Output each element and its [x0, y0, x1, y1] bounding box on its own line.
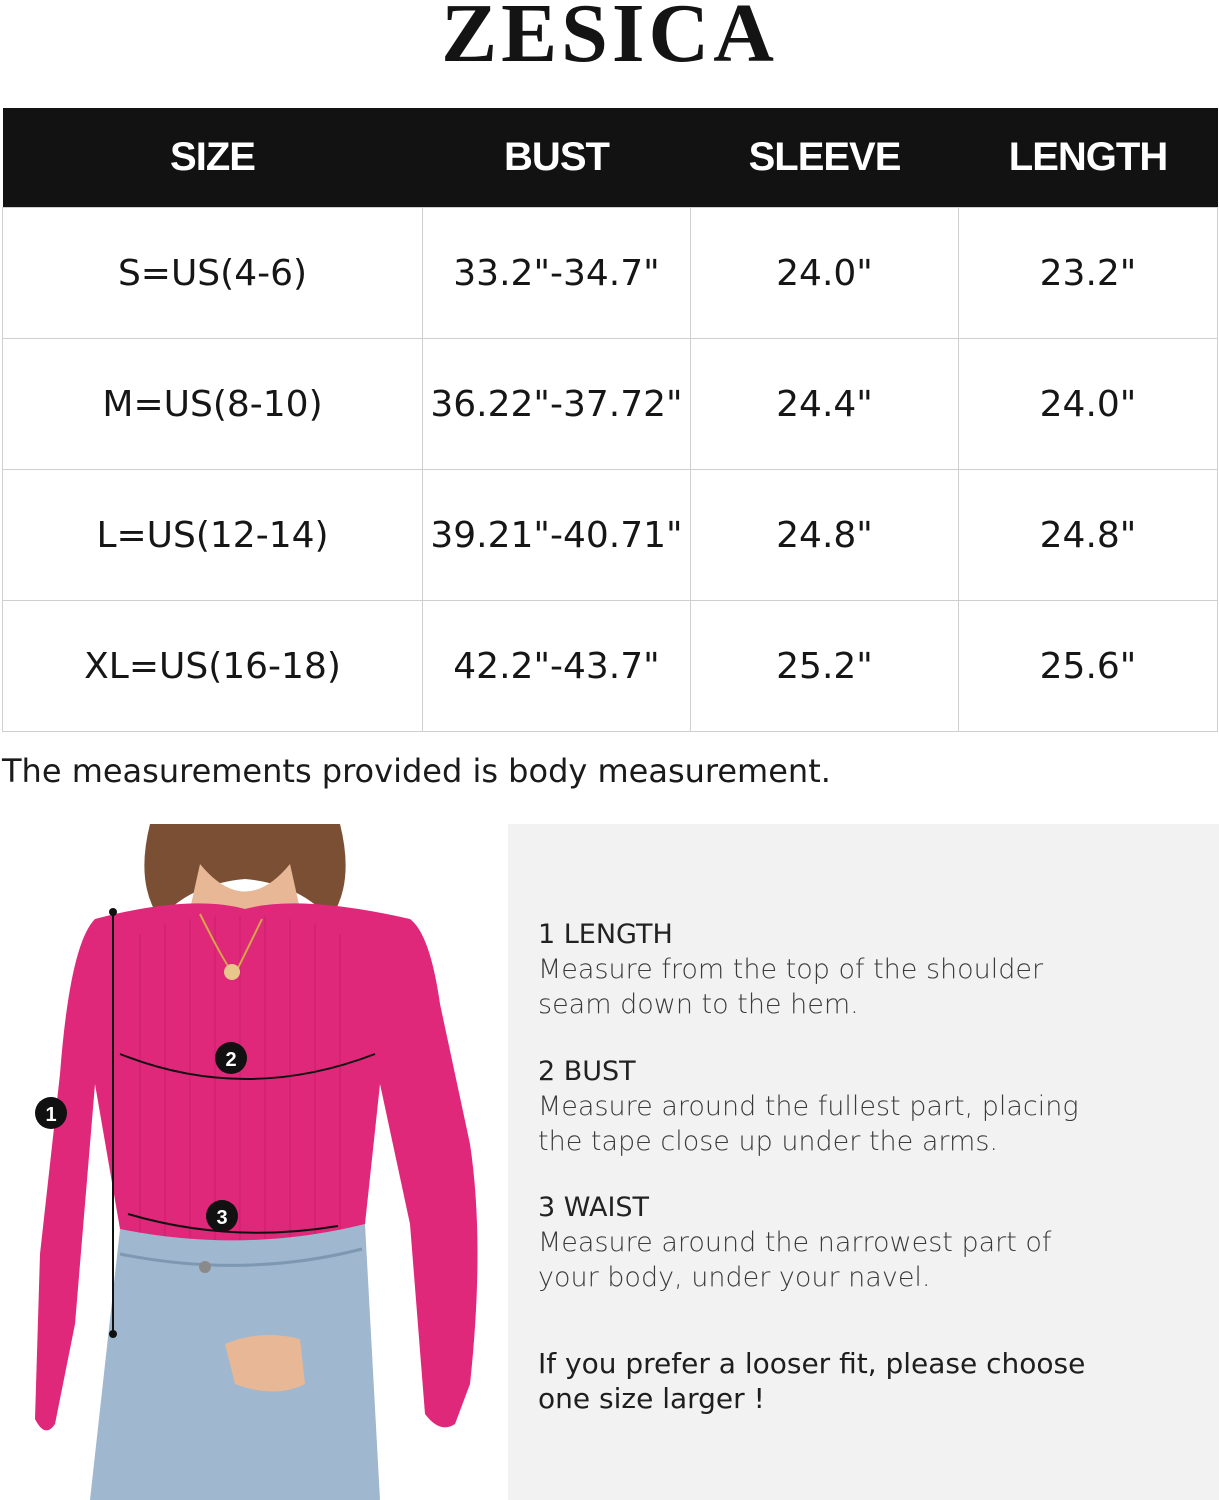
step-desc-line: seam down to the hem.	[538, 989, 859, 1020]
marker-1	[35, 1097, 67, 1129]
marker-2	[215, 1042, 247, 1074]
size-chart-table	[2, 108, 1218, 732]
cell-size: L=US(12-14)	[3, 470, 423, 601]
marker-2-label: 2	[225, 1049, 237, 1071]
marker-1-label: 1	[45, 1104, 57, 1126]
cell-size: S=US(4-6)	[3, 208, 423, 339]
step-desc-line: your body, under your navel.	[538, 1262, 931, 1293]
header-size: SIZE	[3, 108, 423, 208]
guide-step-waist	[538, 1191, 1158, 1295]
cell-length: 24.8"	[959, 470, 1218, 601]
pendant-shape	[224, 964, 240, 980]
guide-step-length	[538, 918, 1158, 1022]
table-row	[3, 339, 1218, 470]
jeans-button	[199, 1261, 211, 1273]
cell-size: XL=US(16-18)	[3, 601, 423, 732]
cell-bust: 42.2"-43.7"	[423, 601, 691, 732]
hand-shape	[225, 1335, 305, 1392]
model-figure	[0, 824, 500, 1500]
cell-length: 23.2"	[959, 208, 1218, 339]
table-row	[3, 601, 1218, 732]
length-measure-bottom	[109, 1330, 117, 1338]
header-length: LENGTH	[959, 108, 1218, 208]
cell-sleeve: 24.0"	[691, 208, 959, 339]
cell-bust: 39.21"-40.71"	[423, 470, 691, 601]
step-desc-line: Measure around the fullest part, placing	[538, 1091, 1079, 1122]
marker-3	[206, 1200, 238, 1232]
header-sleeve: SLEEVE	[691, 108, 959, 208]
brand-logo: ZESICA	[441, 0, 778, 80]
size-tip	[538, 1346, 1178, 1416]
table-header-row	[3, 108, 1218, 208]
measurement-note: The measurements provided is body measurement.	[2, 752, 831, 790]
cell-sleeve: 24.8"	[691, 470, 959, 601]
tip-line: one size larger !	[538, 1382, 765, 1415]
header-bust: BUST	[423, 108, 691, 208]
step-desc-line: Measure around the narrowest part of	[538, 1227, 1052, 1258]
step-title: 1 LENGTH	[538, 919, 673, 950]
cell-size: M=US(8-10)	[3, 339, 423, 470]
cell-length: 24.0"	[959, 339, 1218, 470]
table-row	[3, 208, 1218, 339]
table-row	[3, 470, 1218, 601]
step-title: 2 BUST	[538, 1056, 636, 1087]
step-desc-line: Measure from the top of the shoulder	[538, 954, 1044, 985]
cell-sleeve: 24.4"	[691, 339, 959, 470]
cell-bust: 36.22"-37.72"	[423, 339, 691, 470]
step-title: 3 WAIST	[538, 1192, 650, 1223]
cell-bust: 33.2"-34.7"	[423, 208, 691, 339]
model-illustration	[0, 824, 500, 1500]
measure-guide-panel	[508, 824, 1219, 1500]
cell-length: 25.6"	[959, 601, 1218, 732]
length-measure-top	[109, 908, 117, 916]
marker-3-label: 3	[216, 1207, 228, 1229]
guide-step-bust	[538, 1055, 1158, 1159]
tip-line: If you prefer a looser fit, please choose	[538, 1347, 1086, 1380]
step-desc-line: the tape close up under the arms.	[538, 1126, 998, 1157]
cell-sleeve: 25.2"	[691, 601, 959, 732]
